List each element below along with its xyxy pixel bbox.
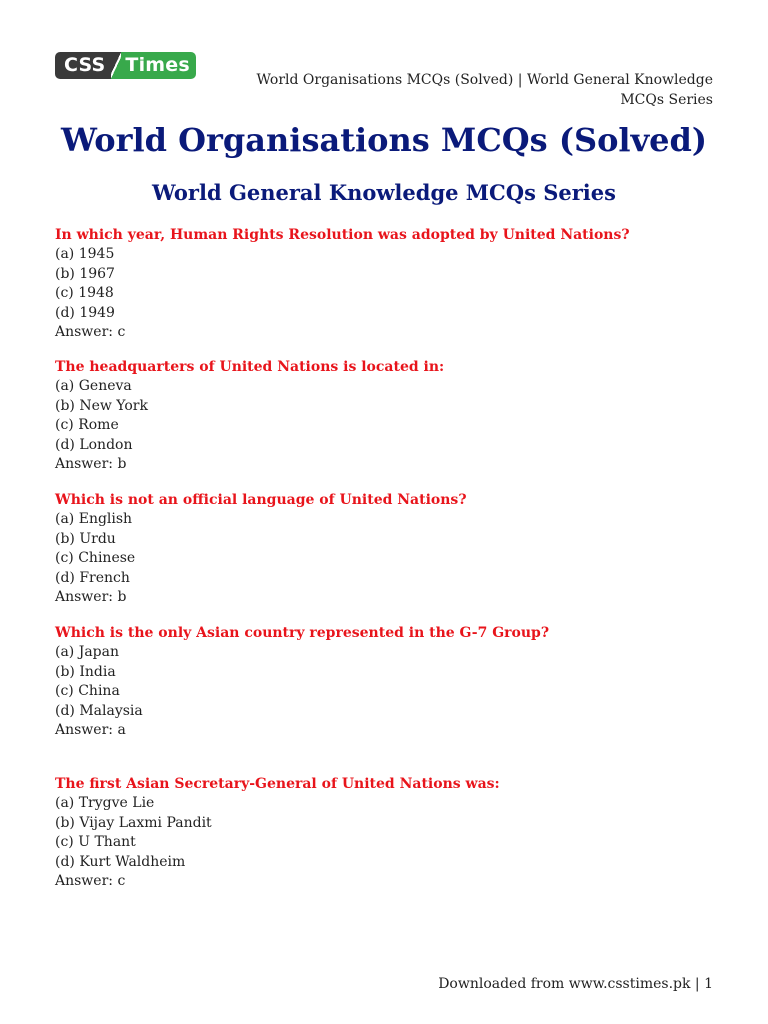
- question-text: In which year, Human Rights Resolution was adopted by United Nations?: [55, 227, 630, 243]
- logo-slash: [111, 52, 121, 79]
- answer-text: Answer: a: [55, 722, 126, 739]
- option-c: (c) 1948: [55, 285, 114, 302]
- question-text: Which is the only Asian country represented in the G-7 Group?: [55, 625, 550, 641]
- option-b: (b) 1967: [55, 265, 115, 282]
- option-d: (d) 1949: [55, 304, 115, 321]
- answer-text: Answer: b: [55, 589, 127, 606]
- option-a: (a) Geneva: [55, 378, 132, 395]
- running-header: World Organisations MCQs (Solved) | World General Knowledge MCQs Series: [256, 72, 713, 108]
- option-b: (b) New York: [55, 397, 148, 414]
- question-block-1: [55, 226, 715, 342]
- option-d: (d) French: [55, 569, 130, 586]
- option-a: (a) English: [55, 511, 133, 528]
- logo-css-text: CSS: [55, 52, 111, 79]
- question-text: Which is not an official language of United Nations?: [55, 492, 467, 508]
- logo-times-text: Times: [121, 52, 195, 79]
- option-b: (b) Urdu: [55, 530, 116, 547]
- answer-text: Answer: b: [55, 456, 127, 473]
- option-d: (d) Malaysia: [55, 702, 143, 719]
- page-subtitle: World General Knowledge MCQs Series: [152, 180, 616, 205]
- page-footer: Downloaded from www.csstimes.pk | 1: [438, 976, 713, 992]
- option-b: (b) India: [55, 663, 116, 680]
- question-block-5: [55, 775, 715, 891]
- option-a: (a) Japan: [55, 644, 120, 661]
- option-d: (d) Kurt Waldheim: [55, 853, 186, 870]
- option-c: (c) Rome: [55, 417, 119, 434]
- answer-text: Answer: c: [55, 324, 126, 341]
- question-block-4: [55, 624, 715, 740]
- csstimes-logo: [55, 52, 196, 79]
- page-title: World Organisations MCQs (Solved): [60, 121, 708, 159]
- question-text: The headquarters of United Nations is located in:: [55, 359, 445, 375]
- option-c: (c) U Thant: [55, 834, 136, 851]
- question-text: The first Asian Secretary-General of United Nations was:: [55, 776, 500, 792]
- option-c: (c) China: [55, 683, 120, 700]
- option-a: (a) 1945: [55, 246, 115, 263]
- answer-text: Answer: c: [55, 873, 126, 890]
- option-b: (b) Vijay Laxmi Pandit: [55, 814, 212, 831]
- option-c: (c) Chinese: [55, 550, 136, 567]
- option-d: (d) London: [55, 436, 133, 453]
- option-a: (a) Trygve Lie: [55, 795, 155, 812]
- question-block-2: [55, 358, 715, 474]
- question-block-3: [55, 491, 715, 607]
